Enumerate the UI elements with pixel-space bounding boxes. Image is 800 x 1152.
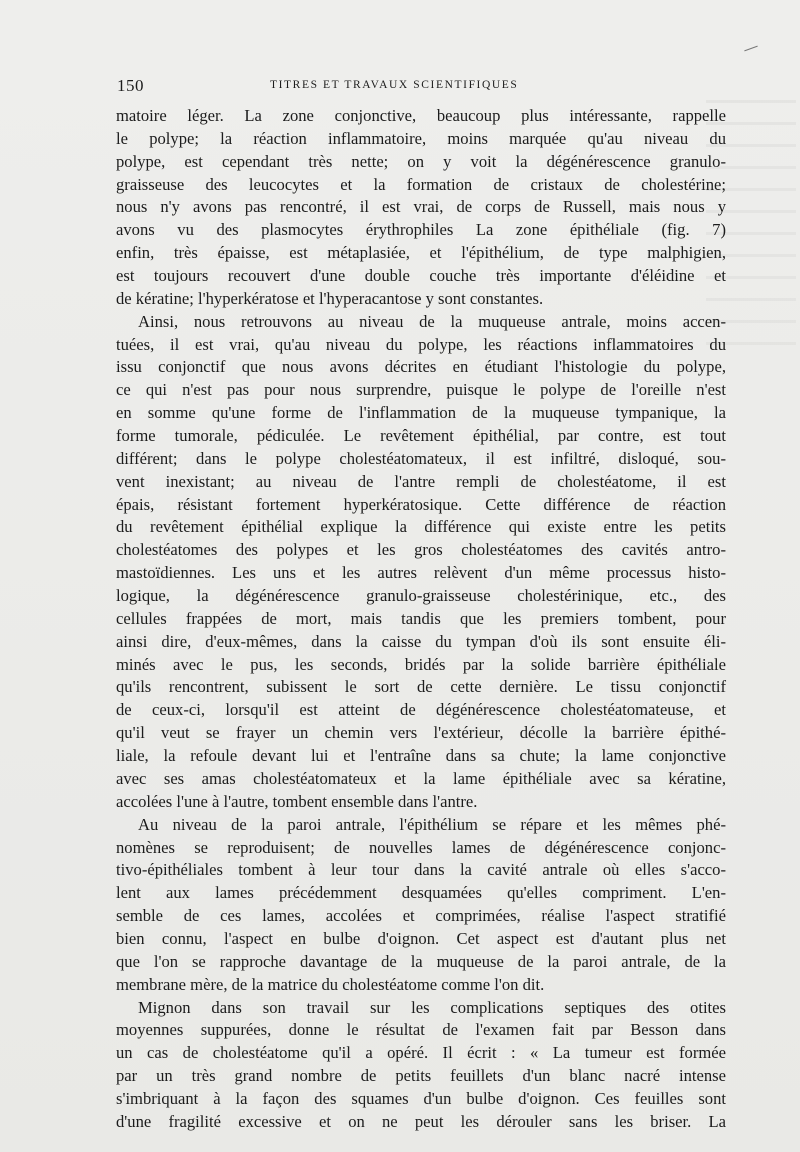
text-line: ce qui n'est pas pour nous surprendre, puisque le polype de l'oreille n'est [116,380,726,400]
text-line: minés avec le pus, les seconds, bridés par la solide barrière épithéliale [116,654,726,674]
text-line: de ceux-ci, lorsqu'il est atteint de dégénérescence cholestéatomateuse, et [116,700,726,720]
text-line: membrane mère, de la matrice du cholestéatome comme l'on dit. [116,974,545,994]
text-line: mastoïdiennes. Les uns et les autres relèvent d'un même processus histo- [116,563,726,583]
text-line: vent inexistant; au niveau de l'antre rempli de cholestéatome, il est [116,471,726,491]
corner-mark [744,46,757,52]
text-line: moyennes suppurées, donne le résultat de l'examen fait par Besson dans [116,1020,726,1040]
text-line: avec ses amas cholestéatomateux et la lame épithéliale avec sa kératine, [116,768,726,788]
text-line: cellules frappées de mort, mais tandis que les premiers tombent, pour [116,608,726,628]
text-line: qu'il veut se frayer un chemin vers l'extérieur, décolle la barrière épithé- [116,723,726,743]
text-line: lent aux lames précédemment desquamées qu'elles compriment. L'en- [116,883,726,903]
text-line: d'une fragilité excessive et on ne peut les dérouler sans les briser. La [116,1111,726,1131]
text-line: nomènes se reproduisent; de nouvelles lames de dégénérescence conjonc- [116,837,726,857]
text-line: bien connu, l'aspect en bulbe d'oignon. Cet aspect est d'autant plus net [116,928,726,948]
paragraph-start-line: Au niveau de la paroi antrale, l'épithélium se répare et les mêmes phé- [138,814,726,834]
text-line: de kératine; l'hyperkératose et l'hyperacantose y sont constantes. [116,288,544,308]
paragraph-start-line: Ainsi, nous retrouvons au niveau de la muqueuse antrale, moins accen- [138,311,726,331]
running-head: TITRES ET TRAVAUX SCIENTIFIQUES [270,79,519,91]
text-line: par un très grand nombre de petits feuillets d'un blanc nacré intense [116,1066,726,1086]
text-line: différent; dans le polype cholestéatomateux, il est infiltré, disloqué, sou- [116,448,726,468]
text-line: avons vu des plasmocytes érythrophiles La zone épithéliale (fig. 7) [116,220,726,240]
paragraph-start-line: Mignon dans son travail sur les complications septiques des otites [138,997,726,1017]
body-text [116,105,726,1134]
text-line: épais, résistant fortement hyperkératosique. Cette différence de réaction [116,494,726,514]
text-line: liale, la refoule devant lui et l'entraîne dans sa chute; la lame conjonctive [116,746,726,766]
text-line: un cas de cholestéatome qu'il a opéré. Il écrit : « La tumeur est formée [116,1043,726,1063]
text-line: logique, la dégénérescence granulo-graisseuse cholestérinique, etc., des [116,586,726,606]
text-line: graisseuse des leucocytes et la formation de cristaux de cholestérine; [116,174,726,194]
text-line: issu conjonctif que nous avons décrites en étudiant l'histologie du polype, [116,357,726,377]
text-line: semble de ces lames, accolées et comprimées, réalise l'aspect stratifié [116,906,726,926]
text-line: s'imbriquant à la façon des squames d'un bulbe d'oignon. Ces feuilles sont [116,1088,726,1108]
text-line: ainsi dire, d'eux-mêmes, dans la caisse du tympan d'où ils sont ensuite éli- [116,631,726,651]
text-line: tuées, il est vrai, qu'au niveau du polype, les réactions inflammatoires du [116,334,726,354]
text-line: matoire léger. La zone conjonctive, beaucoup plus intéressante, rappelle [116,106,726,125]
text-line: en somme qu'une forme de l'inflammation de la muqueuse tympanique, la [116,403,726,423]
text-line: tivo-épithéliales tombent à leur tour dans la cavité antrale où elles s'acco- [116,860,726,880]
text-line: cholestéatomes des polypes et les gros cholestéatomes des cavités antro- [116,540,726,560]
text-line: le polype; la réaction inflammatoire, moins marquée qu'au niveau du [116,128,726,148]
text-line: que l'on se rapproche davantage de la muqueuse de la paroi antrale, de la [116,951,726,971]
text-line: polype, est cependant très nette; on y voit la dégénérescence granulo- [116,151,726,171]
text-line: accolées l'une à l'autre, tombent ensemble dans l'antre. [116,791,478,811]
text-line: du revêtement épithélial explique la différence qui existe entre les petits [116,517,726,537]
text-line: enfin, très épaisse, est métaplasiée, et l'épithélium, de type malphigien, [116,243,726,263]
text-line: qu'ils rencontrent, subissent le sort de cette dernière. Le tissu conjonctif [116,677,726,697]
text-line: est toujours recouvert d'une double couche très importante d'éléidine et [116,266,726,286]
text-line: forme tumorale, pédiculée. Le revêtement épithélial, par contre, est tout [116,426,726,446]
page-number: 150 [117,76,144,95]
text-line: nous n'y avons pas rencontré, il est vrai, de corps de Russell, mais nous y [116,197,726,217]
